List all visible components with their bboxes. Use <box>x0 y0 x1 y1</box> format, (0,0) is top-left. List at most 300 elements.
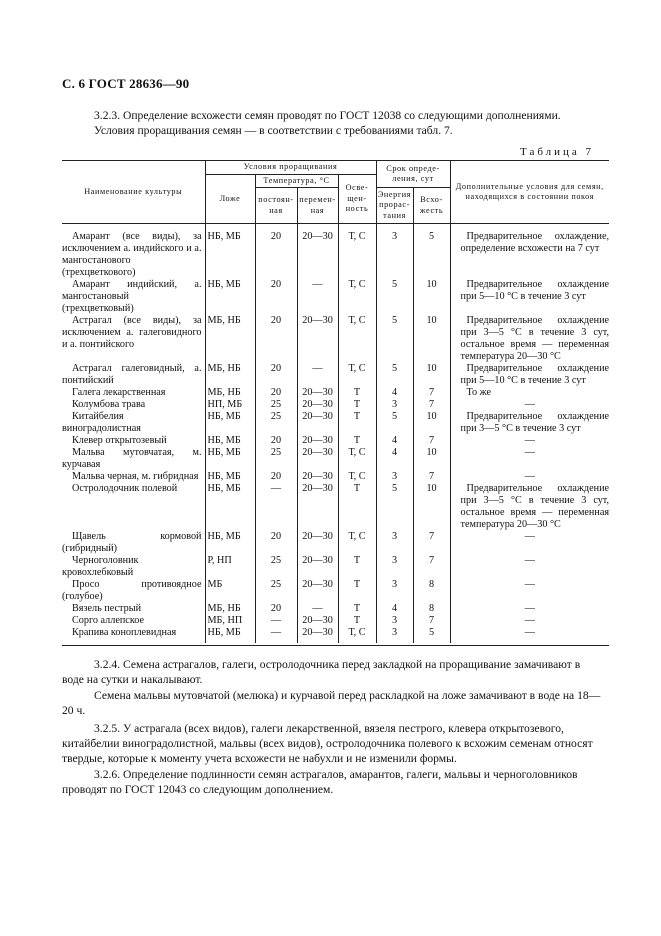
temp-const-cell-text: 20 <box>270 603 282 614</box>
bed-cell-text: НБ, МБ <box>207 627 241 638</box>
lighting-cell-text: Т <box>353 555 361 566</box>
header-germination: Всхо-жесть <box>413 188 450 224</box>
temp-const-cell-text: 20 <box>270 231 282 242</box>
energy-cell-text: 4 <box>391 387 398 398</box>
extra-conditions-cell-text: — <box>524 447 535 458</box>
temp-const-cell <box>255 387 297 399</box>
bed-cell-text: НБ, МБ <box>207 279 241 290</box>
temp-const-cell <box>255 603 297 615</box>
germination-cell-text: 10 <box>426 279 437 290</box>
temp-var-cell <box>297 387 338 399</box>
temp-const-cell-text: 25 <box>270 579 282 590</box>
temp-var-cell <box>297 615 338 627</box>
culture-name-cell-text: Астрагал галеговидный, а. понтийский <box>62 363 202 386</box>
extra-conditions-cell-text: — <box>524 435 535 446</box>
extra-conditions-cell-text: — <box>524 399 535 410</box>
germination-cell-text: 7 <box>428 615 435 626</box>
header-term: Срок опреде-ления, сут <box>376 161 450 188</box>
table-header <box>62 161 609 224</box>
temp-const-cell-text: 20 <box>270 315 282 326</box>
bed-cell-text: МБ <box>207 579 223 590</box>
bed-cell-text: НБ, МБ <box>207 435 241 446</box>
temp-const-cell <box>255 315 297 363</box>
temp-const-cell-text: — <box>270 627 282 638</box>
table-row <box>62 603 609 615</box>
bed-cell-text: НП, МБ <box>207 399 243 410</box>
temp-var-cell-text: 20—30 <box>302 615 333 626</box>
extra-conditions-cell-text: Предварительное охлаждение при 5—10 °С в течение 3 сут <box>460 363 610 386</box>
energy-cell-text: 3 <box>391 231 398 242</box>
lighting-cell <box>338 603 376 615</box>
table-body <box>62 224 609 644</box>
culture-name-cell <box>62 435 205 447</box>
germination-cell <box>413 224 450 280</box>
energy-cell <box>376 387 413 399</box>
table-row <box>62 483 609 531</box>
table-label: Таблица 7 <box>520 146 595 158</box>
intro-line-2: Условия проращивания семян — в соответствии с требованиями табл. 7. <box>94 124 453 137</box>
temp-const-cell-text: 20 <box>270 471 282 482</box>
germination-cell <box>413 387 450 399</box>
energy-cell <box>376 224 413 280</box>
energy-cell-text: 5 <box>391 411 398 422</box>
temp-var-cell <box>297 603 338 615</box>
lighting-cell <box>338 399 376 411</box>
table-row <box>62 279 609 315</box>
germination-cell <box>413 411 450 435</box>
lighting-cell-text: Т <box>353 399 361 410</box>
energy-cell <box>376 627 413 643</box>
temp-var-cell <box>297 555 338 579</box>
energy-cell-text: 5 <box>391 363 398 374</box>
temp-var-cell-text: 20—30 <box>302 471 333 482</box>
germination-cell-text: 10 <box>426 363 437 374</box>
bed-cell <box>205 579 255 603</box>
energy-cell-text: 4 <box>391 447 398 458</box>
lighting-cell-text: Т <box>353 615 361 626</box>
temp-var-cell-text: 20—30 <box>302 555 333 566</box>
energy-cell <box>376 435 413 447</box>
energy-cell-text: 4 <box>391 435 398 446</box>
temp-const-cell-text: — <box>270 483 282 494</box>
bed-cell <box>205 615 255 627</box>
energy-cell <box>376 411 413 435</box>
energy-cell <box>376 447 413 471</box>
table-bottom-rule <box>62 645 609 646</box>
temp-const-cell <box>255 579 297 603</box>
temp-const-cell-text: 25 <box>270 411 282 422</box>
energy-cell-text: 3 <box>391 531 398 542</box>
temp-var-cell-text: — <box>312 363 323 374</box>
extra-conditions-cell-text: — <box>524 579 535 590</box>
germination-cell <box>413 615 450 627</box>
extra-conditions-cell <box>450 387 609 399</box>
culture-name-cell-text: Щавель кормовой (гибридный) <box>62 531 202 554</box>
header-temp-const: постоян-ная <box>255 188 297 224</box>
temp-var-cell-text: — <box>312 603 323 614</box>
bed-cell <box>205 399 255 411</box>
bed-cell-text: МБ, НБ <box>207 363 241 374</box>
bed-cell <box>205 603 255 615</box>
bed-cell <box>205 483 255 531</box>
energy-cell <box>376 615 413 627</box>
lighting-cell-text: Т, С <box>348 627 366 638</box>
culture-name-cell <box>62 531 205 555</box>
germination-cell <box>413 531 450 555</box>
temp-const-cell-text: 20 <box>270 279 282 290</box>
culture-name-cell <box>62 279 205 315</box>
temp-const-cell <box>255 555 297 579</box>
temp-var-cell <box>297 483 338 531</box>
energy-cell-text: 3 <box>391 579 398 590</box>
temp-const-cell <box>255 435 297 447</box>
energy-cell <box>376 531 413 555</box>
extra-conditions-cell-text: Предварительное охлаждение при 5—10 °С в течение 3 сут <box>460 279 610 302</box>
germination-cell-text: 7 <box>428 531 435 542</box>
temp-const-cell-text: 25 <box>270 447 282 458</box>
energy-cell-text: 4 <box>391 603 398 614</box>
table-row <box>62 411 609 435</box>
extra-conditions-cell-text: — <box>524 615 535 626</box>
extra-conditions-cell <box>450 411 609 435</box>
germination-cell-text: 7 <box>428 387 435 398</box>
culture-name-cell-text: Амарант индийский, а. мангостановый (трехцветковый) <box>62 279 202 314</box>
lighting-cell <box>338 363 376 387</box>
temp-const-cell-text: 20 <box>270 435 282 446</box>
temp-var-cell-text: 20—30 <box>302 447 333 458</box>
temp-var-cell <box>297 447 338 471</box>
germination-cell-text: 8 <box>428 579 435 590</box>
lighting-cell <box>338 447 376 471</box>
temp-var-cell-text: 20—30 <box>302 387 333 398</box>
germination-cell <box>413 483 450 531</box>
culture-name-cell <box>62 603 205 615</box>
bed-cell-text: НБ, МБ <box>207 447 241 458</box>
table-row <box>62 615 609 627</box>
culture-name-cell <box>62 224 205 280</box>
temp-const-cell-text: 20 <box>270 387 282 398</box>
bed-cell <box>205 471 255 483</box>
extra-conditions-cell-text: — <box>524 471 535 482</box>
temp-const-cell-text: 25 <box>270 555 282 566</box>
paragraph-3-2-5: 3.2.5. У астрагала (всех видов), галеги лекарственной, вязеля пестрого, клевера открытозевого, китайбелии виноградолистной, мальвы (всех видов), остролодочника полевого к всхожим семенам относят твердые, которые к моменту учета всхожести не набухли и не изменили формы. <box>62 722 593 765</box>
bed-cell-text: НБ, МБ <box>207 231 241 242</box>
extra-conditions-cell <box>450 279 609 315</box>
temp-var-cell <box>297 399 338 411</box>
energy-cell-text: 3 <box>391 627 398 638</box>
bed-cell-text: Р, НП <box>207 555 232 566</box>
energy-cell <box>376 363 413 387</box>
temp-var-cell-text: 20—30 <box>302 627 333 638</box>
bed-cell-text: НБ, МБ <box>207 411 241 422</box>
extra-conditions-cell <box>450 579 609 603</box>
germination-cell-text: 7 <box>428 399 435 410</box>
bed-cell-text: МБ, НБ <box>207 387 241 398</box>
germination-table <box>62 160 609 643</box>
culture-name-cell <box>62 363 205 387</box>
bed-cell <box>205 411 255 435</box>
culture-name-cell <box>62 387 205 399</box>
extra-conditions-cell <box>450 363 609 387</box>
lighting-cell-text: Т <box>353 387 361 398</box>
lighting-cell-text: Т <box>353 603 361 614</box>
table-row <box>62 315 609 363</box>
culture-name-cell-text: Амарант (все виды), за исключением а. индийского и а. мангостанового (трехцветкового) <box>62 231 202 278</box>
extra-conditions-cell-text: Предварительное охлаждение при 3—5 °С в течение 3 сут, остальное время — переменная температура 20—30 °С <box>460 483 610 530</box>
bed-cell <box>205 387 255 399</box>
table-row <box>62 531 609 555</box>
bed-cell <box>205 435 255 447</box>
extra-conditions-cell <box>450 399 609 411</box>
bed-cell-text: НБ, МБ <box>207 531 241 542</box>
temp-var-cell <box>297 435 338 447</box>
lighting-cell <box>338 224 376 280</box>
temp-var-cell-text: 20—30 <box>302 411 333 422</box>
extra-conditions-cell-text: То же <box>466 387 492 398</box>
temp-const-cell <box>255 627 297 643</box>
extra-conditions-cell-text: — <box>524 627 535 638</box>
extra-conditions-cell <box>450 615 609 627</box>
germination-cell <box>413 579 450 603</box>
temp-var-cell-text: 20—30 <box>302 231 333 242</box>
culture-name-cell-text: Китайбелия виноградолистная <box>62 411 141 434</box>
extra-conditions-cell <box>450 471 609 483</box>
extra-conditions-cell-text: Предварительное охлаждение при 3—5 °С в течение 3 сут <box>460 411 610 434</box>
energy-cell <box>376 603 413 615</box>
bed-cell <box>205 315 255 363</box>
temp-var-cell-text: 20—30 <box>302 315 333 326</box>
energy-cell <box>376 579 413 603</box>
energy-cell-text: 3 <box>391 555 398 566</box>
energy-cell <box>376 483 413 531</box>
bed-cell-text: НБ, МБ <box>207 483 241 494</box>
lighting-cell <box>338 555 376 579</box>
table-row <box>62 579 609 603</box>
lighting-cell <box>338 531 376 555</box>
bed-cell <box>205 279 255 315</box>
temp-var-cell-text: 20—30 <box>302 399 333 410</box>
culture-name-cell-text: Остролодочник полевой <box>72 483 178 494</box>
bed-cell-text: НБ, МБ <box>207 471 241 482</box>
temp-var-cell <box>297 411 338 435</box>
germination-cell <box>413 471 450 483</box>
table-row <box>62 555 609 579</box>
temp-var-cell <box>297 224 338 280</box>
header-temperature: Температура, °С <box>255 174 338 188</box>
culture-name-cell-text: Мальва мутовчатая, м. курчавая <box>62 447 202 470</box>
germination-cell <box>413 363 450 387</box>
bed-cell-text: МБ, НБ <box>207 603 241 614</box>
lighting-cell <box>338 387 376 399</box>
germination-cell-text: 5 <box>428 231 435 242</box>
bed-cell-text: МБ, НП <box>207 615 243 626</box>
temp-const-cell-text: 25 <box>270 399 282 410</box>
germination-cell <box>413 447 450 471</box>
germination-cell <box>413 315 450 363</box>
temp-const-cell <box>255 447 297 471</box>
culture-name-cell-text: Крапива коноплевидная <box>72 627 177 638</box>
germination-cell <box>413 555 450 579</box>
extra-conditions-cell-text: Предварительное охлаждение при 3—5 °С в течение 3 сут, остальное время — переменная температура 20—30 °С <box>460 315 610 362</box>
germination-cell <box>413 399 450 411</box>
bed-cell <box>205 627 255 643</box>
culture-name-cell <box>62 579 205 603</box>
energy-cell <box>376 471 413 483</box>
after-table-text <box>62 657 602 797</box>
extra-conditions-cell-text: — <box>524 555 535 566</box>
page-header: С. 6 ГОСТ 28636—90 <box>62 76 190 91</box>
culture-name-cell-text: Астрагал (все виды), за исключением а. галеговидного и а. понтийского <box>62 315 202 350</box>
temp-const-cell <box>255 615 297 627</box>
culture-name-cell-text: Вязель пестрый <box>72 603 142 614</box>
temp-const-cell <box>255 363 297 387</box>
temp-var-cell <box>297 627 338 643</box>
temp-var-cell <box>297 363 338 387</box>
lighting-cell-text: Т, С <box>348 363 366 374</box>
header-temp-var: перемен-ная <box>297 188 338 224</box>
paragraph-3-2-4-cont: Семена мальвы мутовчатой (мелюка) и курчавой перед раскладкой на ложе замачивают в воде на 18—20 ч. <box>62 689 601 717</box>
germination-cell <box>413 435 450 447</box>
germination-cell <box>413 627 450 643</box>
lighting-cell <box>338 483 376 531</box>
extra-conditions-cell-text: — <box>524 603 535 614</box>
lighting-cell <box>338 411 376 435</box>
energy-cell-text: 3 <box>391 615 398 626</box>
paragraph-3-2-4: 3.2.4. Семена астрагалов, галеги, остролодочника перед закладкой на проращивание замачивают в воде на сутки и накалывают. <box>62 658 581 686</box>
paragraph-3-2-6: 3.2.6. Определение подлинности семян астрагалов, амарантов, галеги, мальвы и черноголовников проводят по ГОСТ 12043 со следующим дополнением. <box>62 768 578 796</box>
temp-const-cell-text: 20 <box>270 363 282 374</box>
culture-name-cell-text: Мальва черная, м. гибридная <box>72 471 199 482</box>
bed-cell <box>205 555 255 579</box>
table-row <box>62 399 609 411</box>
lighting-cell <box>338 435 376 447</box>
extra-conditions-cell <box>450 483 609 531</box>
intro-line-1: 3.2.3. Определение всхожести семян проводят по ГОСТ 12038 со следующими дополнениями. <box>94 109 561 122</box>
energy-cell-text: 3 <box>391 471 398 482</box>
header-lighting: Осве-щен-ность <box>338 174 376 224</box>
table-row <box>62 627 609 643</box>
energy-cell-text: 3 <box>391 399 398 410</box>
culture-name-cell-text: Колумбова трава <box>72 399 146 410</box>
temp-const-cell <box>255 531 297 555</box>
lighting-cell-text: Т <box>353 435 361 446</box>
extra-conditions-cell <box>450 603 609 615</box>
culture-name-cell <box>62 483 205 531</box>
culture-name-cell <box>62 411 205 435</box>
temp-var-cell-text: 20—30 <box>302 579 333 590</box>
lighting-cell-text: Т, С <box>348 471 366 482</box>
extra-conditions-cell <box>450 447 609 471</box>
germination-cell-text: 10 <box>426 315 437 326</box>
table-row <box>62 224 609 280</box>
temp-var-cell <box>297 579 338 603</box>
culture-name-cell <box>62 399 205 411</box>
lighting-cell-text: Т <box>353 483 361 494</box>
temp-var-cell <box>297 315 338 363</box>
extra-conditions-cell-text: Предварительное охлаждение, определение всхожести на 7 сут <box>460 231 610 254</box>
lighting-cell-text: Т, С <box>348 279 366 290</box>
lighting-cell-text: Т <box>353 579 361 590</box>
header-bed: Ложе <box>205 174 255 224</box>
lighting-cell <box>338 471 376 483</box>
temp-const-cell <box>255 411 297 435</box>
energy-cell <box>376 279 413 315</box>
lighting-cell <box>338 615 376 627</box>
temp-const-cell <box>255 224 297 280</box>
temp-var-cell-text: — <box>312 279 323 290</box>
energy-cell <box>376 315 413 363</box>
temp-var-cell-text: 20—30 <box>302 531 333 542</box>
germination-cell <box>413 279 450 315</box>
culture-name-cell <box>62 627 205 643</box>
header-conditions: Условия проращивания <box>205 161 376 175</box>
energy-cell <box>376 399 413 411</box>
culture-name-cell-text: Галега лекарственная <box>72 387 166 398</box>
germination-cell-text: 5 <box>428 627 435 638</box>
bed-cell <box>205 224 255 280</box>
culture-name-cell-text: Просо противоядное (голубое) <box>62 579 202 602</box>
lighting-cell <box>338 627 376 643</box>
temp-var-cell-text: 20—30 <box>302 483 333 494</box>
temp-const-cell <box>255 279 297 315</box>
table-row <box>62 387 609 399</box>
lighting-cell-text: Т, С <box>348 231 366 242</box>
bed-cell <box>205 531 255 555</box>
temp-var-cell-text: 20—30 <box>302 435 333 446</box>
temp-var-cell <box>297 531 338 555</box>
germination-cell-text: 7 <box>428 555 435 566</box>
culture-name-cell-text: Сорго аллепское <box>72 615 144 626</box>
temp-const-cell <box>255 399 297 411</box>
table-row <box>62 435 609 447</box>
temp-const-cell <box>255 483 297 531</box>
energy-cell-text: 5 <box>391 483 398 494</box>
germination-cell-text: 8 <box>428 603 435 614</box>
culture-name-cell-text: Черноголовник кровохлебковый <box>62 555 139 578</box>
temp-const-cell-text: — <box>270 615 282 626</box>
temp-var-cell <box>297 471 338 483</box>
germination-cell-text: 10 <box>426 447 437 458</box>
header-extra: Дополнительные условия для семян, находящихся в состоянии покоя <box>450 161 609 224</box>
germination-cell-text: 10 <box>426 483 437 494</box>
lighting-cell-text: Т, С <box>348 531 366 542</box>
extra-conditions-cell <box>450 224 609 280</box>
extra-conditions-cell <box>450 531 609 555</box>
germination-cell-text: 7 <box>428 471 435 482</box>
lighting-cell-text: Т <box>353 411 361 422</box>
culture-name-cell <box>62 555 205 579</box>
germination-cell-text: 10 <box>426 411 437 422</box>
temp-var-cell <box>297 279 338 315</box>
bed-cell-text: МБ, НБ <box>207 315 241 326</box>
energy-cell-text: 5 <box>391 279 398 290</box>
lighting-cell-text: Т, С <box>348 447 366 458</box>
bed-cell <box>205 363 255 387</box>
lighting-cell <box>338 315 376 363</box>
culture-name-cell <box>62 615 205 627</box>
culture-name-cell <box>62 471 205 483</box>
table-row <box>62 471 609 483</box>
table-row <box>62 363 609 387</box>
extra-conditions-cell <box>450 315 609 363</box>
extra-conditions-cell <box>450 627 609 643</box>
lighting-cell <box>338 279 376 315</box>
energy-cell-text: 5 <box>391 315 398 326</box>
bed-cell <box>205 447 255 471</box>
header-name: Наименование культуры <box>62 161 205 224</box>
lighting-cell <box>338 579 376 603</box>
extra-conditions-cell-text: — <box>524 531 535 542</box>
